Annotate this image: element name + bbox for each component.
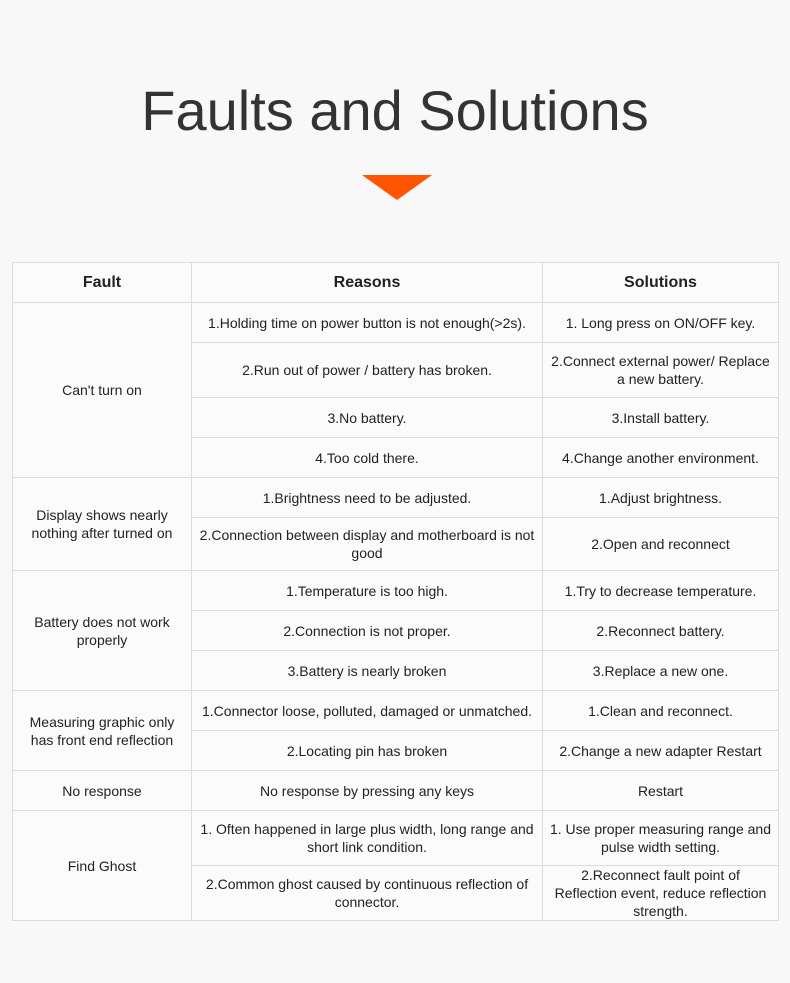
header-fault: Fault xyxy=(13,263,192,303)
reason-cell: 1.Temperature is too high. xyxy=(192,571,543,611)
fault-cell: Find Ghost xyxy=(13,811,192,921)
reason-cell: No response by pressing any keys xyxy=(192,771,543,811)
solution-cell: 1.Try to decrease temperature. xyxy=(543,571,779,611)
reason-cell: 2.Connection is not proper. xyxy=(192,611,543,651)
table-row xyxy=(13,691,779,731)
solution-cell: 2.Connect external power/ Replace a new battery. xyxy=(543,343,779,398)
table-row xyxy=(13,303,779,343)
solution-cell: Restart xyxy=(543,771,779,811)
reason-cell: 2.Common ghost caused by continuous reflection of connector. xyxy=(192,866,543,921)
table-row xyxy=(13,571,779,611)
reason-cell: 3.Battery is nearly broken xyxy=(192,651,543,691)
solution-cell: 2.Reconnect fault point of Reflection event, reduce reflection strength. xyxy=(543,866,779,921)
fault-cell: Can't turn on xyxy=(13,303,192,478)
reason-cell: 1.Holding time on power button is not enough(>2s). xyxy=(192,303,543,343)
solution-cell: 2.Reconnect battery. xyxy=(543,611,779,651)
page-title: Faults and Solutions xyxy=(141,79,649,142)
solution-cell: 4.Change another environment. xyxy=(543,438,779,478)
reason-cell: 2.Locating pin has broken xyxy=(192,731,543,771)
solution-cell: 2.Change a new adapter Restart xyxy=(543,731,779,771)
fault-cell: Display shows nearly nothing after turned on xyxy=(13,478,192,571)
reason-cell: 3.No battery. xyxy=(192,398,543,438)
reason-cell: 1.Brightness need to be adjusted. xyxy=(192,478,543,518)
table-header-row xyxy=(13,263,779,303)
solution-cell: 1. Long press on ON/OFF key. xyxy=(543,303,779,343)
reason-cell: 2.Connection between display and motherboard is not good xyxy=(192,518,543,571)
solution-cell: 3.Replace a new one. xyxy=(543,651,779,691)
header-solutions: Solutions xyxy=(543,263,779,303)
fault-cell: No response xyxy=(13,771,192,811)
fault-cell: Battery does not work properly xyxy=(13,571,192,691)
reason-cell: 4.Too cold there. xyxy=(192,438,543,478)
fault-cell: Measuring graphic only has front end reflection xyxy=(13,691,192,771)
table-row xyxy=(13,811,779,866)
solution-cell: 2.Open and reconnect xyxy=(543,518,779,571)
down-arrow-icon xyxy=(362,175,432,201)
solution-cell: 3.Install battery. xyxy=(543,398,779,438)
faults-table xyxy=(12,262,779,921)
reason-cell: 1. Often happened in large plus width, long range and short link condition. xyxy=(192,811,543,866)
solution-cell: 1.Clean and reconnect. xyxy=(543,691,779,731)
solution-cell: 1. Use proper measuring range and pulse width setting. xyxy=(543,811,779,866)
solution-cell: 1.Adjust brightness. xyxy=(543,478,779,518)
table-row xyxy=(13,771,779,811)
header-reasons: Reasons xyxy=(192,263,543,303)
reason-cell: 2.Run out of power / battery has broken. xyxy=(192,343,543,398)
reason-cell: 1.Connector loose, polluted, damaged or unmatched. xyxy=(192,691,543,731)
table-row xyxy=(13,478,779,518)
